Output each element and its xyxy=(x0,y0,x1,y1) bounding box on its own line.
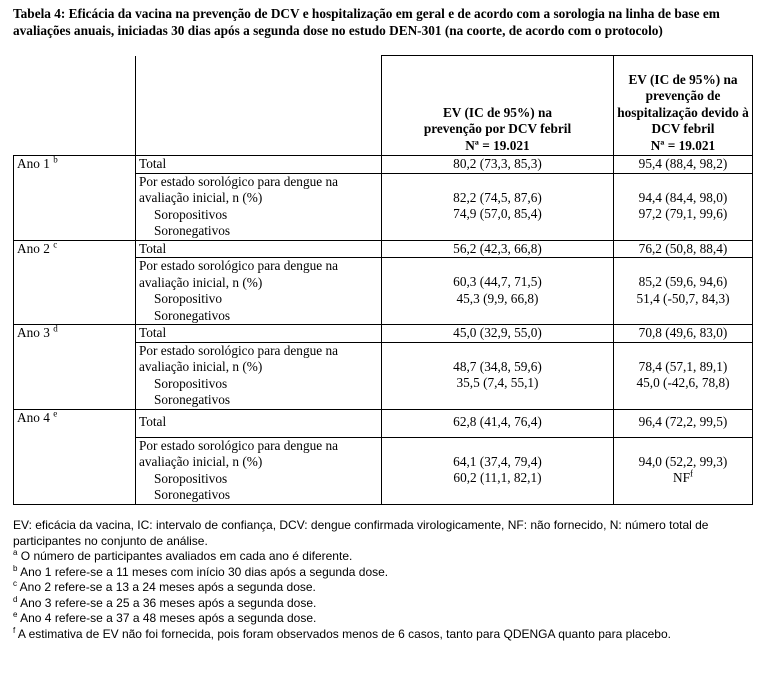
footnote-marker: e xyxy=(13,610,18,619)
seronegative-value xyxy=(614,470,752,487)
footnote-marker: a xyxy=(13,548,18,557)
total-label: Total xyxy=(136,156,382,174)
serostatus-values-hosp xyxy=(614,342,753,409)
column-header-line: prevenção por DCV febril xyxy=(423,121,572,136)
seropositive-label: Soropositivos xyxy=(154,375,228,391)
footnote-b xyxy=(13,565,753,581)
seropositive-label: Soropositivos xyxy=(154,206,228,222)
total-label: Total xyxy=(136,325,382,343)
footnote-text: Ano 1 refere-se a 11 meses com início 30 dias após a segunda dose. xyxy=(17,564,389,579)
serostatus-heading: Por estado sorológico para dengue na xyxy=(139,258,339,273)
footnote-marker: d xyxy=(13,594,18,604)
column-header-n: Nª = 19.021 xyxy=(650,137,716,153)
serostatus-values-febrile xyxy=(382,173,614,240)
table-row-total xyxy=(14,240,753,258)
table-row-total xyxy=(14,156,753,174)
total-value-hosp: 95,4 (88,4, 98,2) xyxy=(614,156,753,174)
footnote-marker: d xyxy=(53,323,58,334)
efficacy-table xyxy=(13,55,753,505)
serostatus-label-cell xyxy=(136,342,382,409)
seropositive-label: Soropositivos xyxy=(154,470,228,486)
seropositive-value: 48,7 (34,8, 59,6) xyxy=(453,358,542,374)
serostatus-values-hosp xyxy=(614,258,753,325)
seropositive-value: 94,4 (84,4, 98,0) xyxy=(638,189,728,205)
column-header-febrile-dcv xyxy=(382,56,614,156)
seropositive-value: 60,3 (44,7, 71,5) xyxy=(453,274,542,289)
footnote-text: O número de participantes avaliados em cada ano é diferente. xyxy=(17,549,353,563)
seronegative-value: 45,3 (9,9, 66,8) xyxy=(456,290,539,306)
year-label: Ano 1 xyxy=(17,156,50,171)
year-label: Ano 4 xyxy=(17,409,50,425)
year-label: Ano 3 xyxy=(17,325,50,340)
column-header-n: Nª = 19.021 xyxy=(465,137,530,153)
header-row xyxy=(14,56,753,156)
footnote-f xyxy=(13,627,753,643)
seronegative-label: Soronegativos xyxy=(154,487,231,502)
total-value-hosp: 76,2 (50,8, 88,4) xyxy=(614,240,753,258)
seropositive-value: 82,2 (74,5, 87,6) xyxy=(453,189,542,205)
not-provided-value: NF xyxy=(673,470,690,485)
total-label: Total xyxy=(136,409,382,437)
column-header-line: EV (IC de 95%) na xyxy=(628,71,738,87)
total-value-febrile: 62,8 (41,4, 76,4) xyxy=(382,409,614,437)
footnote-marker: c xyxy=(13,579,17,588)
total-value-hosp: 96,4 (72,2, 99,5) xyxy=(614,409,753,437)
serostatus-values-hosp xyxy=(614,437,753,504)
footnote-marker: f xyxy=(13,625,16,635)
seropositive-value: 64,1 (37,4, 79,4) xyxy=(453,453,542,469)
footnote-marker: f xyxy=(690,468,693,479)
column-header-line: DCV febril xyxy=(651,121,715,136)
header-blank-cell xyxy=(14,56,136,156)
year-label-cell xyxy=(14,240,136,325)
year-label-cell xyxy=(14,409,136,504)
footnote-marker: b xyxy=(53,154,58,165)
serostatus-heading: avaliação inicial, n (%) xyxy=(139,454,263,469)
year-label-cell xyxy=(14,156,136,241)
serostatus-values-febrile xyxy=(382,342,614,409)
footnote-text: Ano 4 refere-se a 37 a 48 meses após a segunda dose. xyxy=(17,611,317,625)
table-row-total xyxy=(14,325,753,343)
serostatus-label-cell xyxy=(136,258,382,325)
seropositive-value: 85,2 (59,6, 94,6) xyxy=(638,274,728,289)
footnote-e xyxy=(13,611,753,627)
serostatus-heading: Por estado sorológico para dengue na xyxy=(139,437,339,453)
column-header-line: hospitalização devido à xyxy=(617,104,749,120)
footnotes xyxy=(13,518,753,642)
header-blank-cell xyxy=(136,56,382,156)
footnote-text: Ano 3 refere-se a 25 a 36 meses após a segunda dose. xyxy=(17,595,317,610)
seropositive-label: Soropositivo xyxy=(154,291,222,306)
serostatus-heading: Por estado sorológico para dengue na xyxy=(139,342,339,358)
total-value-febrile: 56,2 (42,3, 66,8) xyxy=(382,240,614,258)
seronegative-value: 35,5 (7,4, 55,1) xyxy=(456,375,539,390)
total-value-hosp: 70,8 (49,6, 83,0) xyxy=(614,325,753,343)
abbreviations-note: EV: eficácia da vacina, IC: intervalo de confiança, DCV: dengue confirmada virologicamente, NF: não fornecido, N: número total de participantes no conjunto de análise. xyxy=(13,518,709,548)
column-header-line: prevenção de xyxy=(645,88,721,103)
seronegative-value: 97,2 (79,1, 99,6) xyxy=(638,206,728,221)
footnote-c xyxy=(13,580,753,596)
serostatus-heading: avaliação inicial, n (%) xyxy=(139,190,263,205)
table-row-total xyxy=(14,409,753,437)
column-header-hospitalization xyxy=(614,56,753,156)
footnote-d xyxy=(13,596,753,612)
seropositive-value: 94,0 (52,2, 99,3) xyxy=(638,453,728,469)
total-value-febrile: 45,0 (32,9, 55,0) xyxy=(382,325,614,343)
seronegative-label: Soronegativos xyxy=(154,223,231,238)
total-label: Total xyxy=(136,240,382,258)
footnote-text: Ano 2 refere-se a 13 a 24 meses após a segunda dose. xyxy=(17,580,316,594)
footnote-a xyxy=(13,549,753,565)
serostatus-values-febrile xyxy=(382,258,614,325)
year-label-cell xyxy=(14,325,136,410)
serostatus-heading: avaliação inicial, n (%) xyxy=(139,274,263,290)
column-header-line: EV (IC de 95%) na xyxy=(442,104,553,120)
serostatus-label-cell xyxy=(136,173,382,240)
serostatus-values-hosp xyxy=(614,173,753,240)
serostatus-values-febrile xyxy=(382,437,614,504)
total-value-febrile: 80,2 (73,3, 85,3) xyxy=(382,156,614,174)
year-label: Ano 2 xyxy=(17,240,50,256)
seronegative-label: Soronegativos xyxy=(154,392,231,407)
seronegative-label: Soronegativos xyxy=(154,307,231,323)
serostatus-heading: Por estado sorológico para dengue na xyxy=(139,173,339,189)
table-title: Tabela 4: Eficácia da vacina na prevenção de DCV e hospitalização em geral e de acordo com a sorologia na linha de base em avaliações anuais, iniciadas 30 dias após a segunda dose no estudo DEN-301 (na coorte, de acordo com o protocolo) xyxy=(13,6,720,38)
footnote-marker: c xyxy=(53,239,58,250)
serostatus-label-cell xyxy=(136,437,382,504)
footnote-text: A estimativa de EV não foi fornecida, pois foram observados menos de 6 casos, tanto para QDENGA quanto para placebo. xyxy=(15,626,671,641)
seronegative-value: 60,2 (11,1, 82,1) xyxy=(453,470,542,485)
footnote-marker: b xyxy=(13,563,18,573)
seronegative-value: 45,0 (-42,6, 78,8) xyxy=(636,375,730,390)
footnote-marker: e xyxy=(53,408,58,419)
serostatus-heading: avaliação inicial, n (%) xyxy=(139,359,263,374)
seropositive-value: 78,4 (57,1, 89,1) xyxy=(638,358,728,374)
seronegative-value: 74,9 (57,0, 85,4) xyxy=(453,206,542,221)
seronegative-value: 51,4 (-50,7, 84,3) xyxy=(636,290,730,306)
